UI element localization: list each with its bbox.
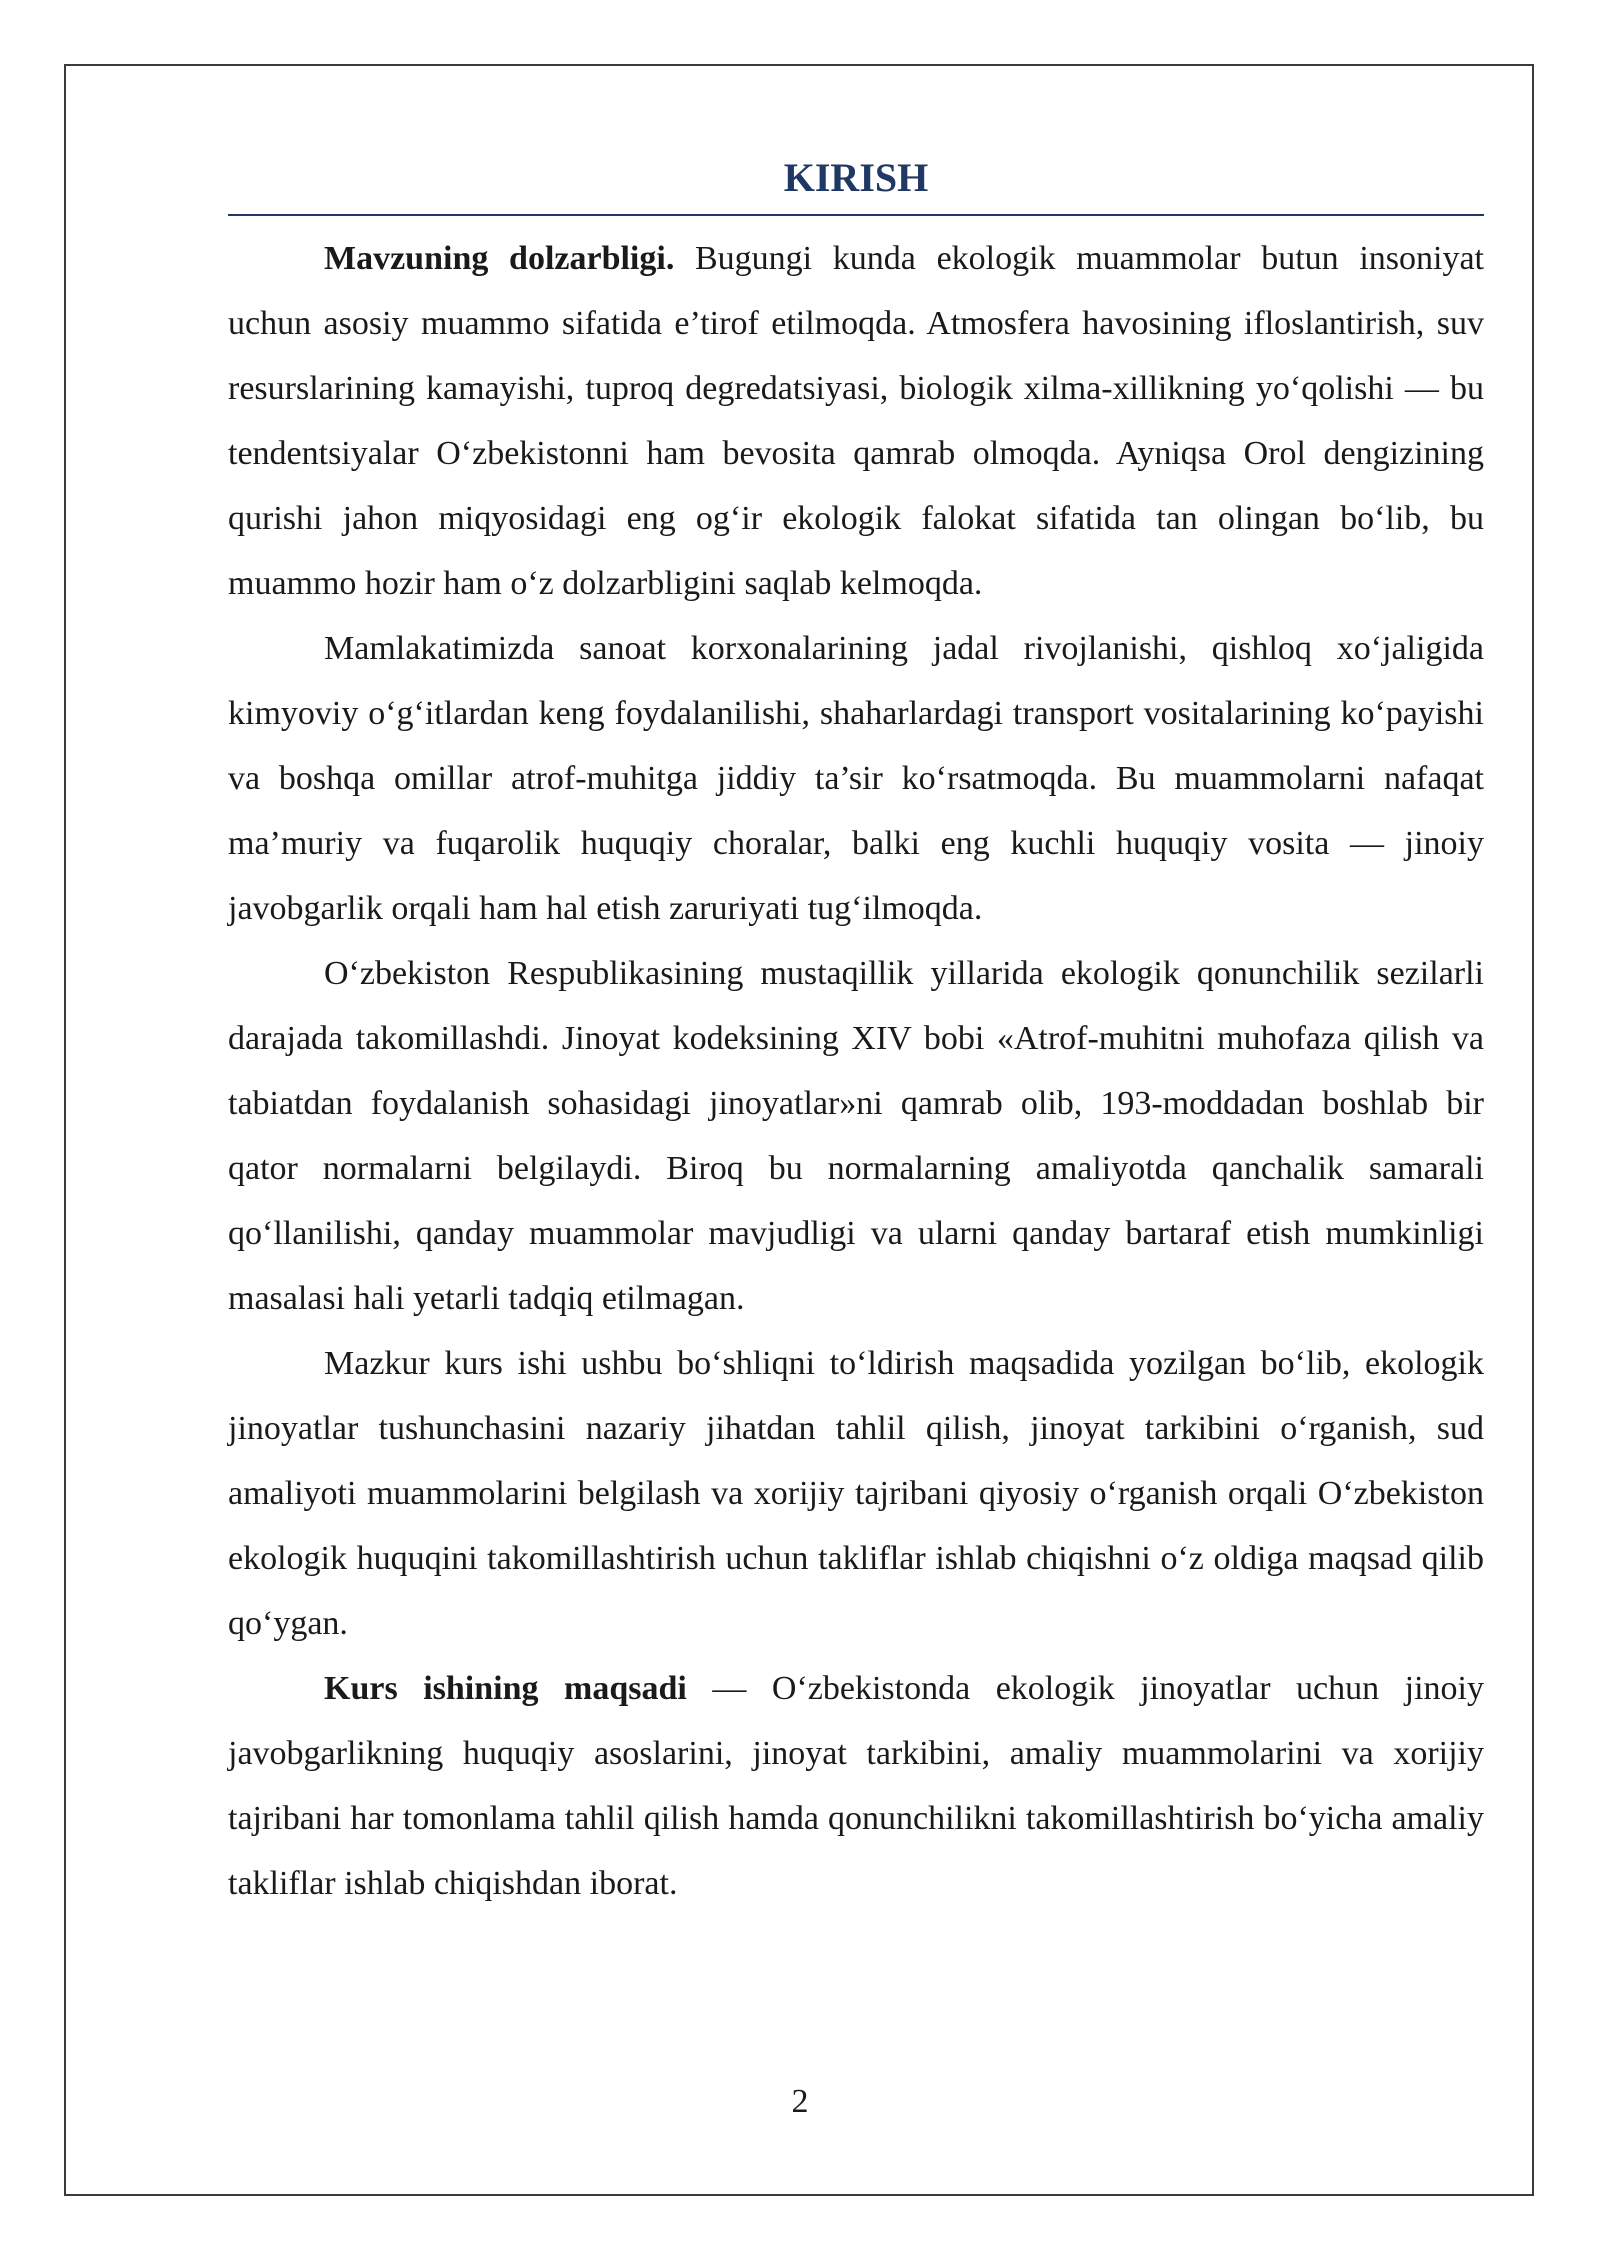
- paragraph-text: Mazkur kurs ishi ushbu bo‘shliqni to‘ldirish maqsadida yozilgan bo‘lib, ekologik jinoyatlar tushunchasini nazariy jihatdan tahlil qilish, jinoyat tarkibini o‘rganish, sud amaliyoti muammolarini belgilash va xorijiy tajribani qiyosiy o‘rganish orqali O‘zbekiston ekologik huquqini takomillashtirish uchun takliflar ishlab chiqishni o‘z oldiga maqsad qilib qo‘ygan.: [228, 1345, 1484, 1642]
- paragraph-goal: [228, 1656, 1484, 1916]
- paragraph-industry: [228, 616, 1484, 941]
- paragraph-purpose-of-work: [228, 1331, 1484, 1656]
- paragraph-text: O‘zbekiston Respublikasining mustaqillik yillarida ekologik qonunchilik sezilarli darajada takomillashdi. Jinoyat kodeksining XIV bobi «Atrof-muhitni muhofaza qilish va tabiatdan foydalanish sohasidagi jinoyatlar»ni qamrab olib, 193-moddadan boshlab bir qator normalarni belgilaydi. Biroq bu normalarning amaliyotda qanchalik samarali qo‘llanilishi, qanday muammolar mavjudligi va ularni qanday bartaraf etish mumkinligi masalasi hali yetarli tadqiq etilmagan.: [228, 955, 1484, 1317]
- paragraph-relevance: [228, 226, 1484, 616]
- document-content: [228, 148, 1484, 1916]
- paragraph-text: — O‘zbekistonda ekologik jinoyatlar uchun jinoiy javobgarlikning huquqiy asoslarini, jinoyat tarkibini, amaliy muammolarini va xorijiy tajribani har tomonlama tahlil qilish hamda qonunchilikni takomillashtirish bo‘yicha amaliy takliflar ishlab chiqishdan iborat.: [228, 1670, 1484, 1902]
- section-heading: KIRISH: [228, 148, 1484, 216]
- paragraph-lead: Mavzuning dolzarbligi.: [324, 240, 675, 277]
- body-text: [228, 226, 1484, 1916]
- page-number: 2: [791, 2083, 809, 2120]
- paragraph-text: Bugungi kunda ekologik muammolar butun insoniyat uchun asosiy muammo sifatida e’tirof etilmoqda. Atmosfera havosining ifloslantirish, suv resurslarining kamayishi, tuproq degredatsiyasi, biologik xilma-xillikning yo‘qolishi — bu tendentsiyalar O‘zbekistonni ham bevosita qamrab olmoqda. Ayniqsa Orol dengizining qurishi jahon miqyosidagi eng og‘ir ekologik falokat sifatida tan olingan bo‘lib, bu muammo hozir ham o‘z dolzarbligini saqlab kelmoqda.: [228, 240, 1484, 602]
- paragraph-legislation: [228, 941, 1484, 1331]
- paragraph-lead: Kurs ishining maqsadi: [324, 1670, 687, 1707]
- paragraph-text: Mamlakatimizda sanoat korxonalarining jadal rivojlanishi, qishloq xo‘jaligida kimyoviy o‘g‘itlardan keng foydalanilishi, shaharlardagi transport vositalarining ko‘payishi va boshqa omillar atrof-muhitga jiddiy ta’sir ko‘rsatmoqda. Bu muammolarni nafaqat ma’muriy va fuqarolik huquqiy choralar, balki eng kuchli huquqiy vosita — jinoiy javobgarlik orqali ham hal etish zaruriyati tug‘ilmoqda.: [228, 630, 1484, 927]
